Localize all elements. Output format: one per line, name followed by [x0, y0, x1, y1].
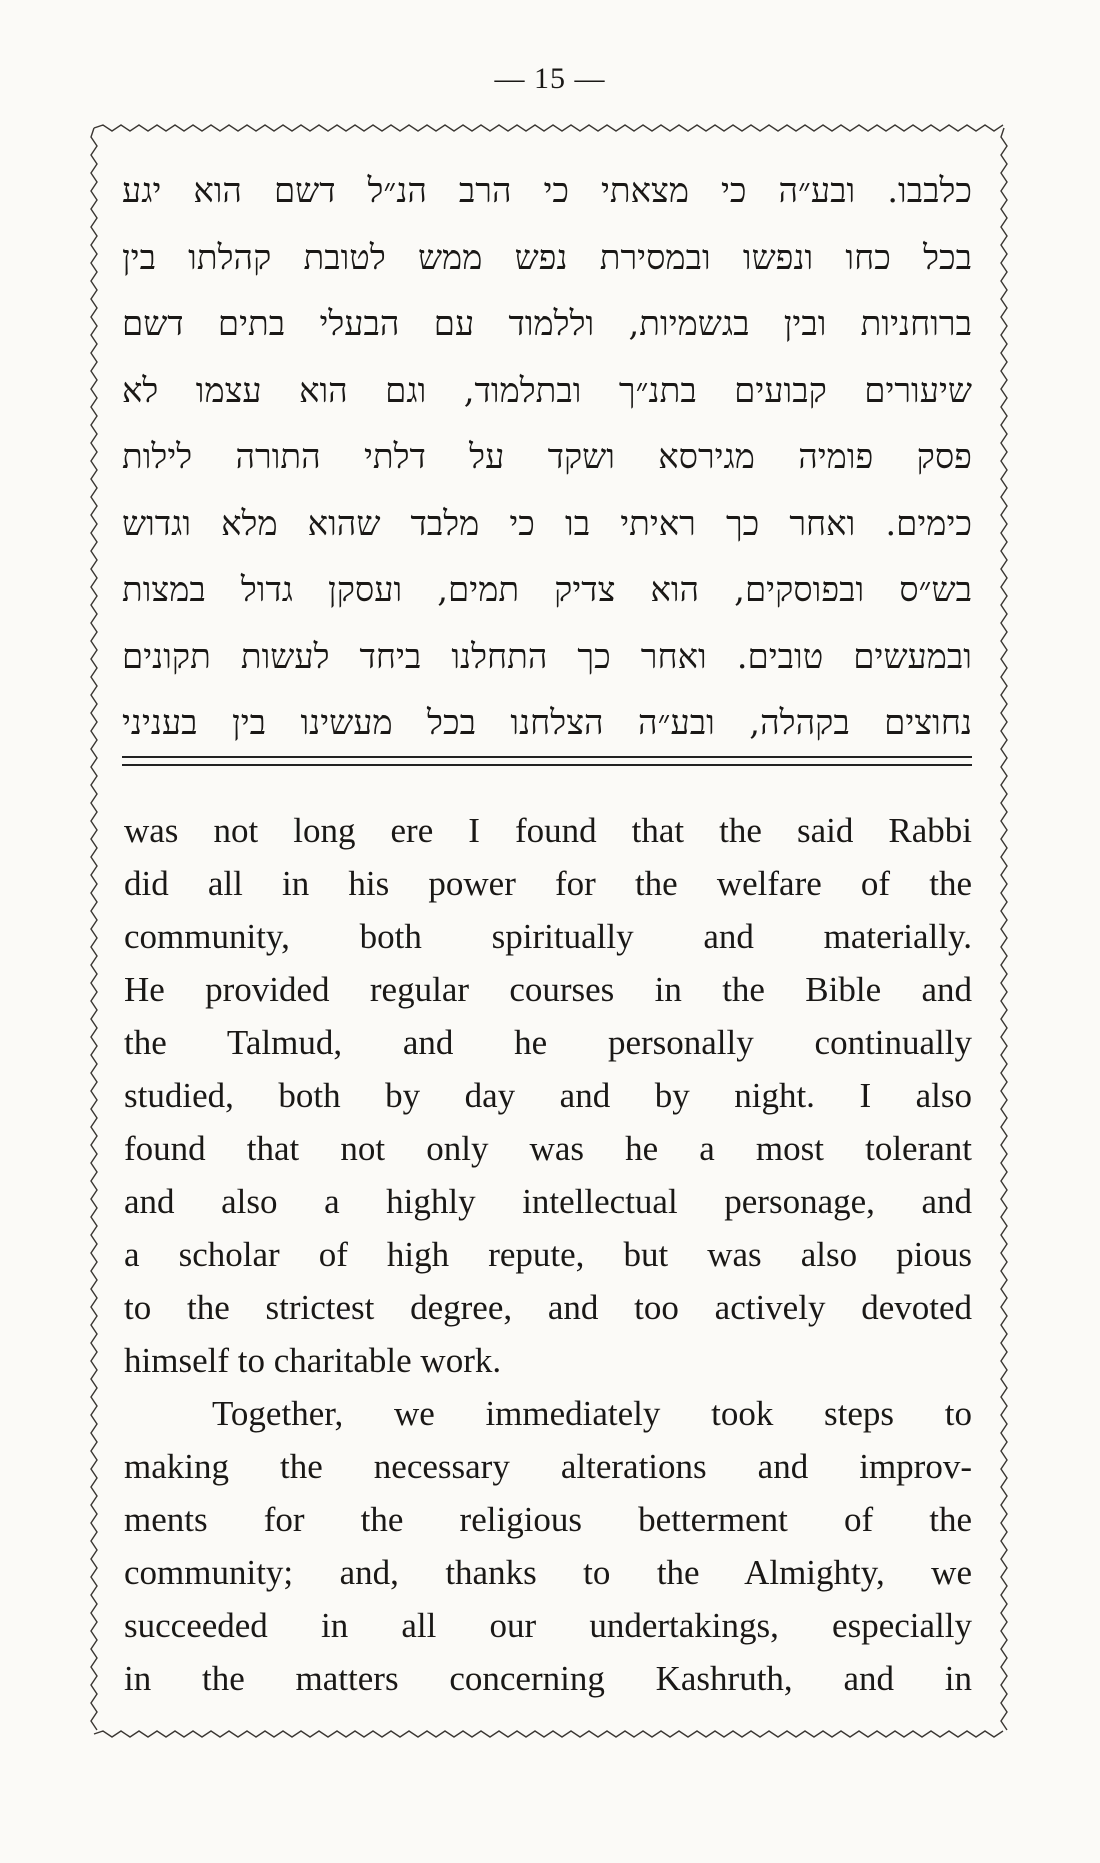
hebrew-text-block	[122, 158, 972, 757]
english-line: himself to charitable work.	[124, 1341, 502, 1380]
english-line: making the necessary alterations and improv-	[124, 1447, 972, 1486]
english-line: He provided regular courses in the Bible and	[124, 970, 972, 1009]
hebrew-line: כימים. ואחר כך ראיתי בו כי מלבד שהוא מלא וגדוש	[122, 503, 972, 544]
border-top	[94, 125, 1003, 131]
english-line: to the strictest degree, and too actively devoted	[124, 1288, 972, 1327]
hebrew-line: נחוצים בקהלה, ובע״ה הצלחנו בכל מעשינו בין בעניני	[122, 703, 972, 743]
english-line: studied, both by day and by night. I also	[124, 1076, 972, 1115]
hebrew-line: שיעורים קבועים בתנ״ך ובתלמוד, וגם הוא עצמו לא	[122, 370, 972, 411]
english-line: in the matters concerning Kashruth, and in	[124, 1659, 972, 1698]
english-line: ments for the religious betterment of the	[124, 1500, 972, 1539]
page-number: — 15 —	[494, 62, 606, 95]
border-left	[91, 128, 97, 1730]
hebrew-line: פסק פומיה מגירסא ושקד על דלתי התורה לילות	[122, 437, 972, 477]
english-line: a scholar of high repute, but was also pious	[124, 1235, 972, 1274]
hebrew-line: ובמעשים טובים. ואחר כך התחלנו ביחד לעשות תקונים	[122, 636, 972, 677]
hebrew-line: בש״ס ובפוסקים, הוא צדיק תמים, ועסקן גדול במצות	[122, 570, 972, 610]
english-line: Together, we immediately took steps to	[212, 1394, 972, 1433]
english-line: found that not only was he a most tolerant	[124, 1129, 972, 1168]
english-line: community; and, thanks to the Almighty, we	[124, 1553, 972, 1592]
english-line: community, both spiritually and materially.	[124, 917, 972, 956]
english-line: and also a highly intellectual personage, and	[124, 1182, 972, 1221]
english-line: succeeded in all our undertakings, especially	[124, 1606, 972, 1645]
hebrew-line: כלבבו. ובע״ה כי מצאתי כי הרב הנ״ל דשם הוא יגע	[122, 171, 972, 211]
hebrew-line: ברוחניות ובין בגשמיות, וללמוד עם הבעלי בתים דשם	[122, 304, 972, 344]
hebrew-line: בכל כחו ונפשו ובמסירת נפש ממש לטובת קהלתו בין	[122, 237, 972, 278]
border-bottom	[94, 1731, 1003, 1737]
english-line: did all in his power for the welfare of the	[124, 864, 972, 903]
english-line: the Talmud, and he personally continually	[124, 1023, 972, 1062]
english-text-block	[124, 804, 972, 1705]
english-line: was not long ere I found that the said Rabbi	[124, 811, 972, 850]
section-divider	[122, 754, 972, 768]
border-right	[1001, 128, 1007, 1730]
